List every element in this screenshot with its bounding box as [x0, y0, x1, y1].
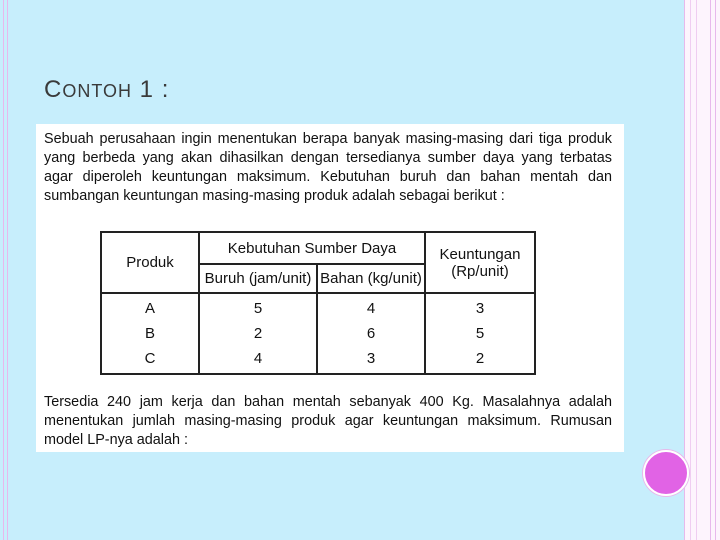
title-rest: ONTOH [62, 81, 133, 101]
band-line [696, 0, 697, 540]
slide-title [44, 76, 169, 104]
cell-produk: B [101, 321, 199, 346]
cell-keuntungan: 3 [425, 293, 535, 321]
cell-buruh: 4 [199, 346, 317, 374]
band-line [690, 0, 691, 540]
frame-line-left [3, 0, 4, 540]
cell-keuntungan: 5 [425, 321, 535, 346]
title-first-letter: C [44, 76, 63, 103]
decorative-circle [643, 450, 689, 496]
cell-bahan: 6 [317, 321, 425, 346]
frame-line-left-inner [7, 0, 8, 540]
header-kebutuhan: Kebutuhan Sumber Daya [199, 232, 425, 264]
header-bahan: Bahan (kg/unit) [317, 264, 425, 293]
cell-bahan: 4 [317, 293, 425, 321]
header-buruh: Buruh (jam/unit) [199, 264, 317, 293]
band-line [710, 0, 711, 540]
cell-buruh: 5 [199, 293, 317, 321]
table-row [101, 321, 535, 346]
header-produk: Produk [101, 232, 199, 293]
title-suffix: 1 : [132, 76, 170, 103]
band-line [715, 0, 716, 540]
header-keuntungan-line2: (Rp/unit) [451, 262, 509, 280]
intro-paragraph: Sebuah perusahaan ingin menentukan berapa banyak masing-masing dari tiga produk yang berbeda yang akan dihasilkan dengan tersedianya sumber daya yang terbatas agar diperoleh keuntungan maksimum. Kebutuhan buruh dan bahan mentah dan sumbangan keuntungan masing-masing produk adalah sebagai berikut : [44, 131, 612, 204]
closing-paragraph: Tersedia 240 jam kerja dan bahan mentah sebanyak 400 Kg. Masalahnya adalah menentukan jumlah masing-masing produk agar keuntungan maksimum. Rumusan model LP-nya adalah : [44, 394, 612, 448]
cell-produk: A [101, 293, 199, 321]
content-image-panel [36, 124, 624, 452]
table-row [101, 293, 535, 321]
cell-keuntungan: 2 [425, 346, 535, 374]
resource-table [100, 231, 536, 375]
table-row [101, 346, 535, 374]
header-keuntungan [425, 232, 535, 293]
decorative-right-band [684, 0, 720, 540]
cell-bahan: 3 [317, 346, 425, 374]
header-keuntungan-line1: Keuntungan [439, 245, 521, 263]
cell-produk: C [101, 346, 199, 374]
cell-buruh: 2 [199, 321, 317, 346]
